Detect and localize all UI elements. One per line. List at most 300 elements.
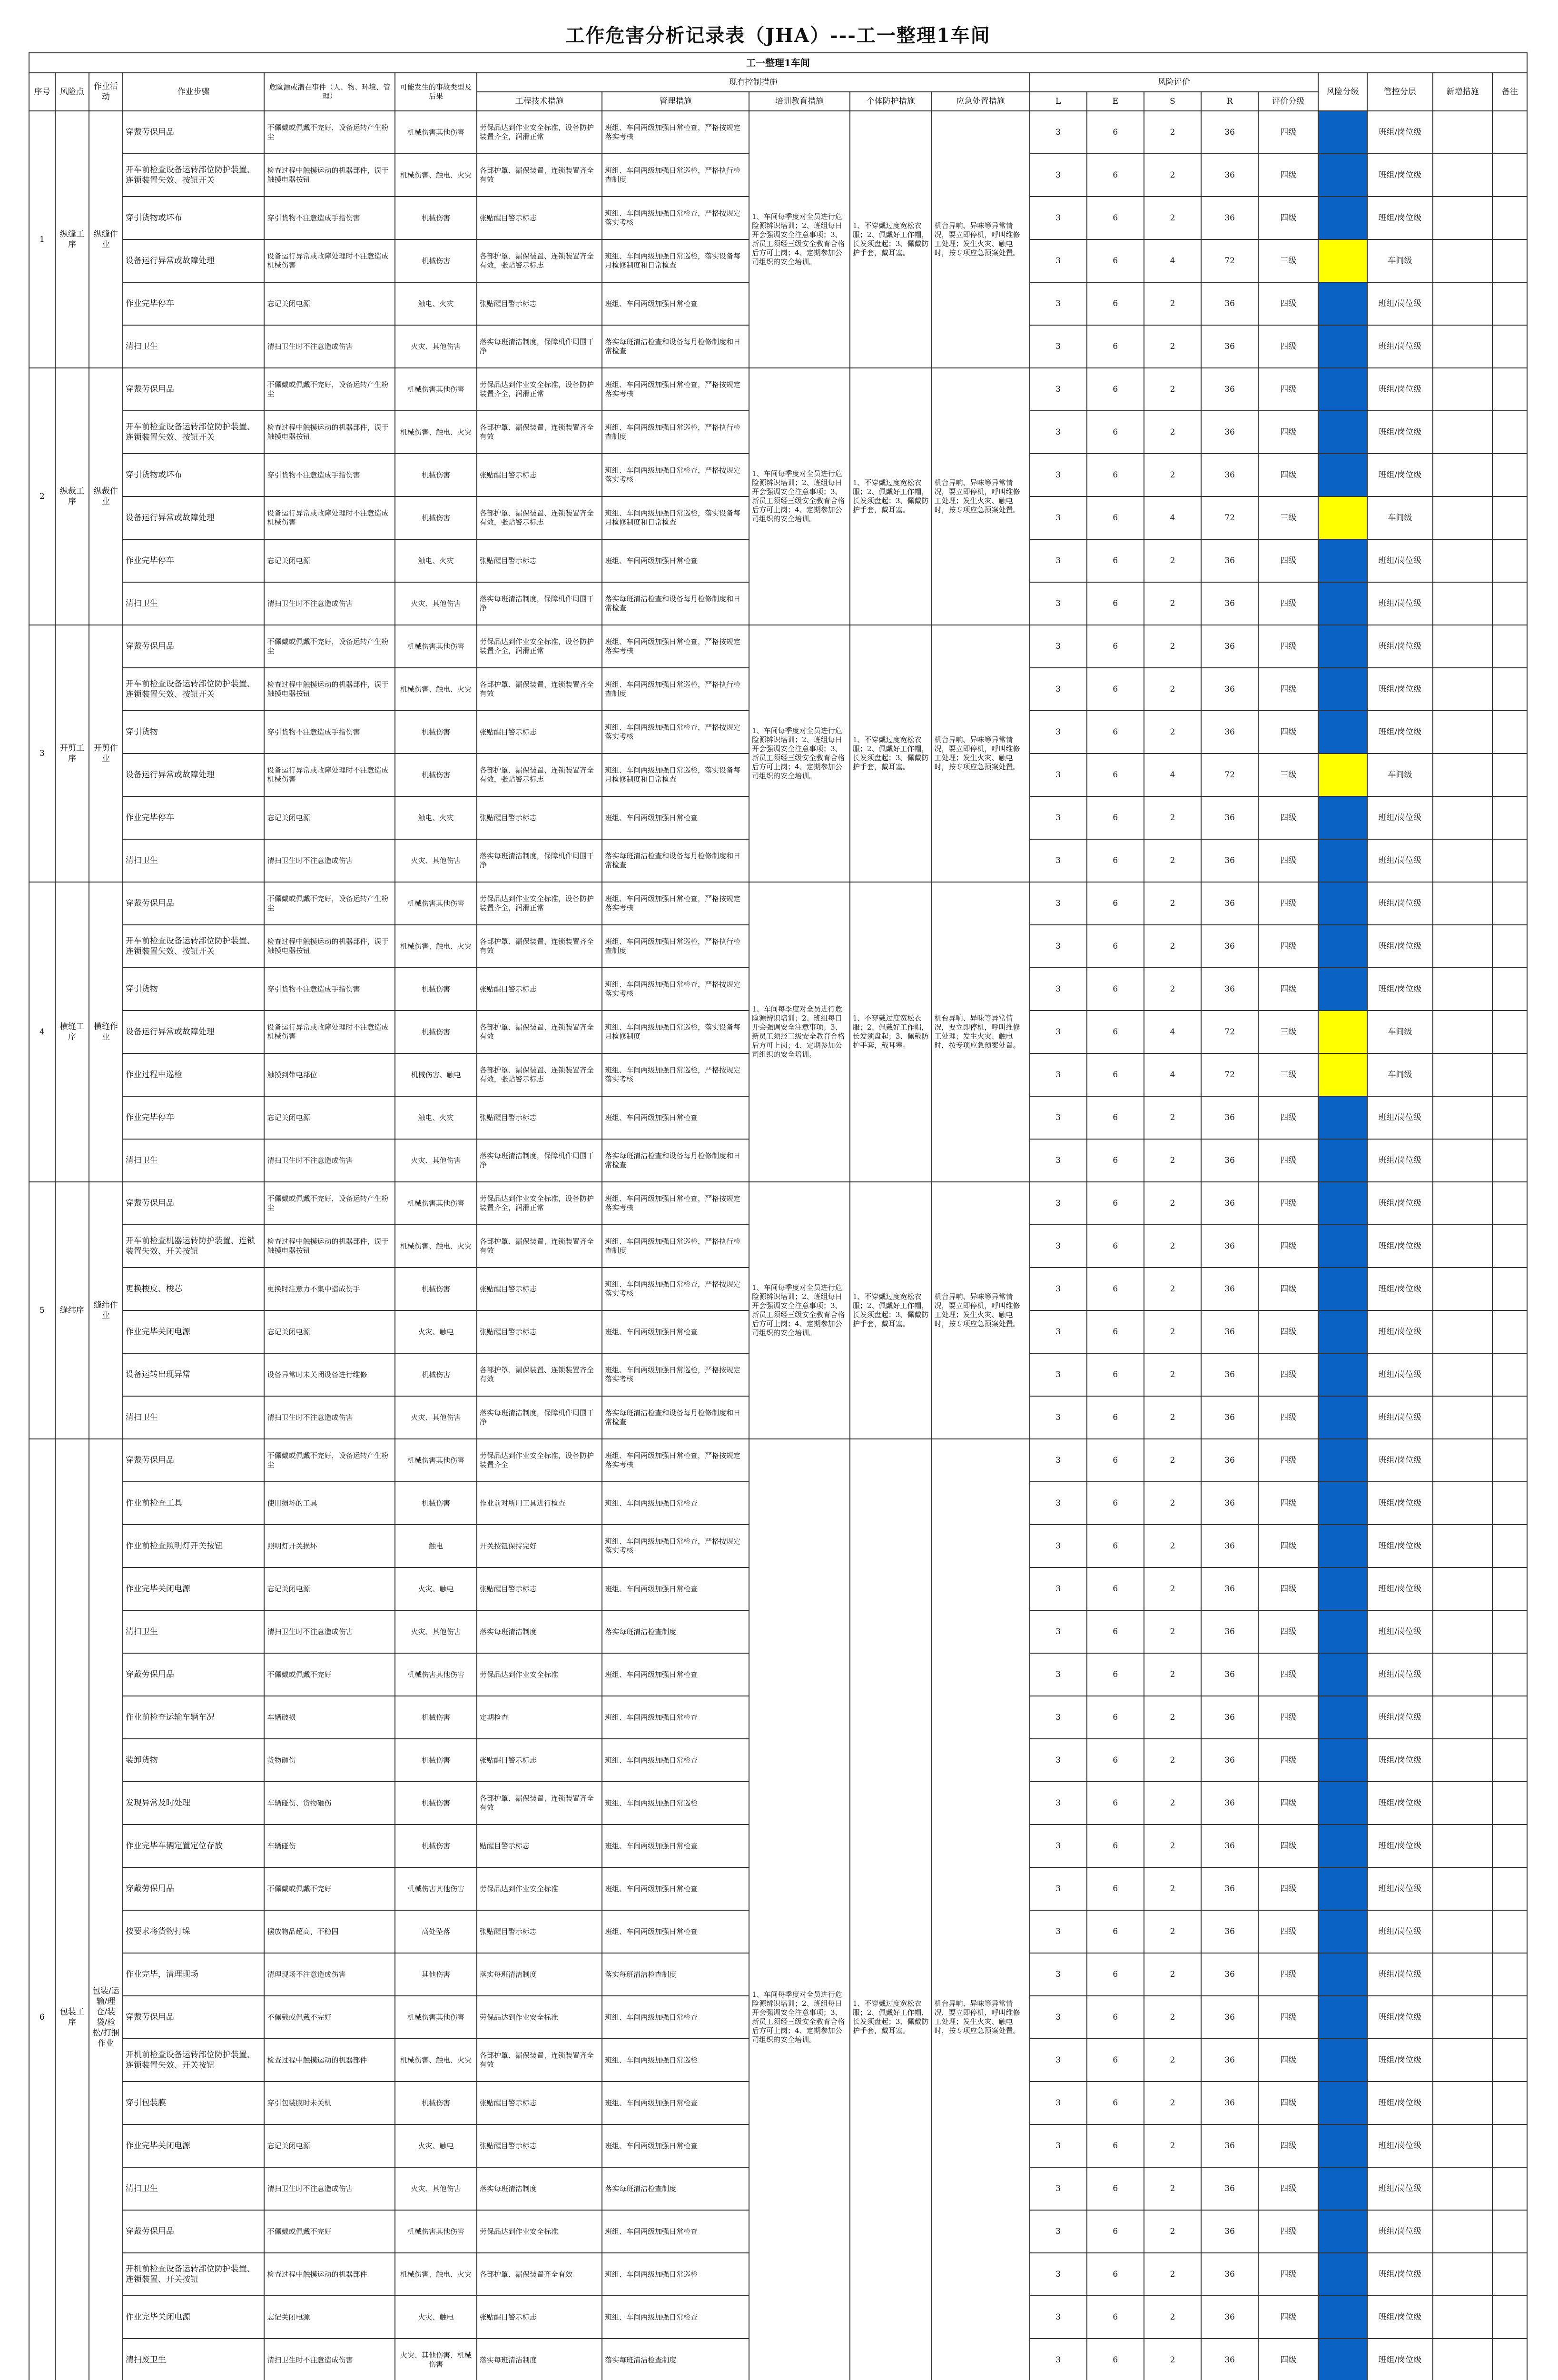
mgmt-cell: 班组、车间两级加强日常巡检，严格执行检查制度: [602, 411, 749, 454]
step-cell: 装卸货物: [123, 1739, 265, 1782]
note-cell: [1492, 1525, 1527, 1567]
ctrl-level-cell: 班组/岗位级: [1367, 1953, 1432, 1996]
ctrl-level-cell: 班组/岗位级: [1367, 1268, 1432, 1310]
R-cell: 36: [1201, 1782, 1258, 1825]
mgmt-cell: 班组、车间两级加强日常检查，严格按规定落实考核: [602, 111, 749, 154]
ctrl-level-cell: 班组/岗位级: [1367, 1610, 1432, 1653]
R-cell: 36: [1201, 1182, 1258, 1225]
mgmt-cell: 落实每班清洁检查和设备每月检修制度和日常检查: [602, 582, 749, 625]
eng-cell: 落实每班清洁制度: [477, 1953, 602, 1996]
step-cell: 穿戴劳保用品: [123, 1653, 265, 1696]
note-cell: [1492, 2210, 1527, 2253]
consequence-cell: 火灾、其他伤害: [395, 1610, 477, 1653]
new-measure-cell: [1433, 1867, 1493, 1910]
mgmt-cell: 班组、车间两级加强日常检查: [602, 1482, 749, 1525]
hazard-cell: 不佩戴或佩戴不完好: [264, 1653, 395, 1696]
R-cell: 36: [1201, 882, 1258, 925]
table-row: [29, 882, 1527, 925]
ctrl-level-cell: 班组/岗位级: [1367, 111, 1432, 154]
hazard-cell: 不佩戴或佩戴不完好: [264, 1867, 395, 1910]
consequence-cell: 触电、火灾: [395, 282, 477, 325]
ppe-cell: 1、不穿戴过度宽松衣服；2、佩戴好工作帽，长发须盘起；3、佩戴防护手套，戴耳塞。: [850, 882, 932, 1182]
note-cell: [1492, 2124, 1527, 2167]
hazard-cell: 忘记关闭电源: [264, 1310, 395, 1353]
ctrl-level-cell: 车间级: [1367, 754, 1432, 796]
hdr-eng: 工程技术措施: [477, 92, 602, 111]
L-cell: 3: [1030, 1953, 1087, 1996]
mgmt-cell: 落实每班清洁检查和设备每月检修制度和日常检查: [602, 1396, 749, 1439]
S-cell: 2: [1144, 1782, 1201, 1825]
E-cell: 6: [1087, 2296, 1144, 2339]
risk-level-color: [1318, 1739, 1367, 1782]
new-measure-cell: [1433, 1011, 1493, 1053]
jha-table: [29, 52, 1528, 2380]
new-measure-cell: [1433, 1139, 1493, 1182]
risk-level-color: [1318, 197, 1367, 239]
S-cell: 2: [1144, 1182, 1201, 1225]
step-cell: 开机前检查设备运转部位防护装置、连锁装置、开关按钮: [123, 2253, 265, 2296]
S-cell: 2: [1144, 411, 1201, 454]
E-cell: 6: [1087, 197, 1144, 239]
R-cell: 36: [1201, 2124, 1258, 2167]
hazard-cell: 不佩戴或佩戴不完好，设备运转产生粉尘: [264, 111, 395, 154]
header-row-1: [29, 73, 1527, 92]
eng-cell: 各部护罩、漏保装置、连锁装置齐全有效，张贴警示标志: [477, 1053, 602, 1096]
R-cell: 36: [1201, 539, 1258, 582]
eng-cell: 张贴醒目警示标志: [477, 197, 602, 239]
new-measure-cell: [1433, 1696, 1493, 1739]
activity-cell: 横缝作业: [89, 882, 123, 1182]
consequence-cell: 机械伤害: [395, 496, 477, 539]
eng-cell: 劳保品达到作业安全标准，设备防护装置齐全: [477, 1439, 602, 1482]
step-cell: 清扫卫生: [123, 325, 265, 368]
ctrl-level-cell: 班组/岗位级: [1367, 1482, 1432, 1525]
S-cell: 2: [1144, 1825, 1201, 1867]
grade-cell: 四级: [1258, 1310, 1318, 1353]
note-cell: [1492, 925, 1527, 968]
mgmt-cell: 班组、车间两级加强日常检查: [602, 1867, 749, 1910]
risk-level-color: [1318, 1953, 1367, 1996]
grade-cell: 四级: [1258, 668, 1318, 711]
ctrl-level-cell: 班组/岗位级: [1367, 154, 1432, 197]
L-cell: 3: [1030, 1439, 1087, 1482]
note-cell: [1492, 2082, 1527, 2124]
eng-cell: 落实每班清洁制度: [477, 2167, 602, 2210]
consequence-cell: 火灾、其他伤害: [395, 325, 477, 368]
eng-cell: 落实每班清洁制度，保障机件周围干净: [477, 1396, 602, 1439]
step-cell: 更换梭皮、梭芯: [123, 1268, 265, 1310]
ctrl-level-cell: 班组/岗位级: [1367, 925, 1432, 968]
consequence-cell: 触电、火灾: [395, 796, 477, 839]
R-cell: 36: [1201, 968, 1258, 1011]
grade-cell: 四级: [1258, 1268, 1318, 1310]
new-measure-cell: [1433, 368, 1493, 411]
step-cell: 清扫废卫生: [123, 2339, 265, 2380]
mgmt-cell: 班组、车间两级加强日常巡检，严格按规定落实考核: [602, 1353, 749, 1396]
risk-level-color: [1318, 1525, 1367, 1567]
hazard-cell: 忘记关闭电源: [264, 2296, 395, 2339]
step-cell: 清扫卫生: [123, 839, 265, 882]
consequence-cell: 火灾、触电: [395, 1567, 477, 1610]
eng-cell: 各部护罩、漏保装置齐全有效: [477, 2253, 602, 2296]
R-cell: 36: [1201, 796, 1258, 839]
R-cell: 36: [1201, 154, 1258, 197]
hazard-cell: 不佩戴或佩戴不完好，设备运转产生粉尘: [264, 1182, 395, 1225]
mgmt-cell: 落实每班清洁检查和设备每月检修制度和日常检查: [602, 325, 749, 368]
L-cell: 3: [1030, 1782, 1087, 1825]
ctrl-level-cell: 班组/岗位级: [1367, 2124, 1432, 2167]
risk-level-color: [1318, 111, 1367, 154]
table-row: [29, 111, 1527, 154]
ctrl-level-cell: 班组/岗位级: [1367, 1396, 1432, 1439]
grade-cell: 三级: [1258, 1053, 1318, 1096]
note-cell: [1492, 197, 1527, 239]
E-cell: 6: [1087, 1653, 1144, 1696]
hazard-cell: 清理现场不注意造成伤害: [264, 1953, 395, 1996]
consequence-cell: 火灾、其他伤害: [395, 1396, 477, 1439]
E-cell: 6: [1087, 1910, 1144, 1953]
L-cell: 3: [1030, 625, 1087, 668]
new-measure-cell: [1433, 882, 1493, 925]
hdr-E: E: [1087, 92, 1144, 111]
ctrl-level-cell: 班组/岗位级: [1367, 2210, 1432, 2253]
hazard-cell: 设备异常时未关闭设备进行维修: [264, 1353, 395, 1396]
note-cell: [1492, 1653, 1527, 1696]
hdr-level: 风险分级: [1318, 73, 1367, 111]
eng-cell: 各部护罩、漏保装置、连锁装置齐全有效: [477, 925, 602, 968]
grade-cell: 三级: [1258, 496, 1318, 539]
E-cell: 6: [1087, 2210, 1144, 2253]
L-cell: 3: [1030, 2296, 1087, 2339]
hazard-cell: 检查过程中触摸运动的机器部件: [264, 2253, 395, 2296]
note-cell: [1492, 282, 1527, 325]
risk-level-color: [1318, 2167, 1367, 2210]
grade-cell: 四级: [1258, 711, 1318, 754]
ctrl-level-cell: 班组/岗位级: [1367, 2253, 1432, 2296]
L-cell: 3: [1030, 668, 1087, 711]
risk-level-color: [1318, 411, 1367, 454]
ctrl-level-cell: 班组/岗位级: [1367, 197, 1432, 239]
consequence-cell: 火灾、触电: [395, 2124, 477, 2167]
eng-cell: 劳保品达到作业安全标准: [477, 1653, 602, 1696]
grade-cell: 四级: [1258, 2167, 1318, 2210]
risk-level-color: [1318, 1053, 1367, 1096]
mgmt-cell: 班组、车间两级加强日常检查: [602, 1096, 749, 1139]
E-cell: 6: [1087, 1696, 1144, 1739]
mgmt-cell: 班组、车间两级加强日常检查，严格按规定落实考核: [602, 454, 749, 496]
R-cell: 36: [1201, 1096, 1258, 1139]
L-cell: 3: [1030, 1525, 1087, 1567]
consequence-cell: 其他伤害: [395, 1953, 477, 1996]
mgmt-cell: 班组、车间两级加强日常检查，严格按规定落实考核: [602, 625, 749, 668]
grade-cell: 四级: [1258, 325, 1318, 368]
L-cell: 3: [1030, 796, 1087, 839]
risk-level-color: [1318, 796, 1367, 839]
risk-level-color: [1318, 1482, 1367, 1525]
L-cell: 3: [1030, 1482, 1087, 1525]
risk-point-cell: 横缝工序: [55, 882, 89, 1182]
consequence-cell: 机械伤害: [395, 2082, 477, 2124]
ctrl-level-cell: 车间级: [1367, 1053, 1432, 1096]
mgmt-cell: 班组、车间两级加强日常检查: [602, 282, 749, 325]
step-cell: 设备运行异常或故障处理: [123, 239, 265, 282]
mgmt-cell: 班组、车间两级加强日常检查: [602, 1653, 749, 1696]
new-measure-cell: [1433, 1910, 1493, 1953]
risk-level-color: [1318, 154, 1367, 197]
hazard-cell: 照明灯开关损坏: [264, 1525, 395, 1567]
R-cell: 36: [1201, 1653, 1258, 1696]
eng-cell: 张贴醒目警示标志: [477, 1096, 602, 1139]
new-measure-cell: [1433, 325, 1493, 368]
eng-cell: 张贴醒目警示标志: [477, 539, 602, 582]
consequence-cell: 机械伤害、触电、火灾: [395, 2253, 477, 2296]
R-cell: 36: [1201, 2167, 1258, 2210]
L-cell: 3: [1030, 882, 1087, 925]
S-cell: 2: [1144, 325, 1201, 368]
note-cell: [1492, 668, 1527, 711]
S-cell: 2: [1144, 1353, 1201, 1396]
risk-level-color: [1318, 1567, 1367, 1610]
R-cell: 36: [1201, 1610, 1258, 1653]
ctrl-level-cell: 班组/岗位级: [1367, 882, 1432, 925]
note-cell: [1492, 882, 1527, 925]
risk-level-color: [1318, 925, 1367, 968]
E-cell: 6: [1087, 1096, 1144, 1139]
note-cell: [1492, 325, 1527, 368]
mgmt-cell: 落实每班清洁检查和设备每月检修制度和日常检查: [602, 839, 749, 882]
note-cell: [1492, 539, 1527, 582]
ctrl-level-cell: 车间级: [1367, 496, 1432, 539]
note-cell: [1492, 1739, 1527, 1782]
ctrl-level-cell: 车间级: [1367, 1011, 1432, 1053]
train-cell: 1、车间每季度对全员进行危险源辨识培训；2、班组每日开会强调安全注意事项；3、新员工须经三级安全教育合格后方可上岗；4、定期参加公司组织的安全培训。: [749, 111, 850, 368]
L-cell: 3: [1030, 454, 1087, 496]
hdr-L: L: [1030, 92, 1087, 111]
R-cell: 36: [1201, 1567, 1258, 1610]
note-cell: [1492, 454, 1527, 496]
eng-cell: 张贴醒目警示标志: [477, 968, 602, 1011]
grade-cell: 四级: [1258, 2296, 1318, 2339]
new-measure-cell: [1433, 1396, 1493, 1439]
mgmt-cell: 班组、车间两级加强日常检查: [602, 2082, 749, 2124]
new-measure-cell: [1433, 968, 1493, 1011]
mgmt-cell: 班组、车间两级加强日常检查，严格按规定落实考核: [602, 1268, 749, 1310]
ctrl-level-cell: 班组/岗位级: [1367, 2082, 1432, 2124]
risk-level-color: [1318, 1310, 1367, 1353]
hazard-cell: 设备运行异常或故障处理时不注意造成机械伤害: [264, 754, 395, 796]
S-cell: 2: [1144, 1910, 1201, 1953]
L-cell: 3: [1030, 1268, 1087, 1310]
L-cell: 3: [1030, 1310, 1087, 1353]
hazard-cell: 设备运行异常或故障处理时不注意造成机械伤害: [264, 496, 395, 539]
L-cell: 3: [1030, 754, 1087, 796]
consequence-cell: 机械伤害、触电、火灾: [395, 668, 477, 711]
L-cell: 3: [1030, 1096, 1087, 1139]
grade-cell: 四级: [1258, 1610, 1318, 1653]
R-cell: 36: [1201, 711, 1258, 754]
R-cell: 36: [1201, 411, 1258, 454]
step-cell: 作业完毕停车: [123, 1096, 265, 1139]
new-measure-cell: [1433, 1996, 1493, 2039]
hdr-emerg: 应急处置措施: [932, 92, 1030, 111]
E-cell: 6: [1087, 796, 1144, 839]
S-cell: 2: [1144, 796, 1201, 839]
step-cell: 清扫卫生: [123, 2167, 265, 2210]
grade-cell: 四级: [1258, 1439, 1318, 1482]
E-cell: 6: [1087, 668, 1144, 711]
activity-cell: 纵裁作业: [89, 368, 123, 625]
new-measure-cell: [1433, 839, 1493, 882]
hazard-cell: 清扫卫生时不注意造成伤害: [264, 325, 395, 368]
risk-level-color: [1318, 2296, 1367, 2339]
eng-cell: 张贴醒目警示标志: [477, 2124, 602, 2167]
mgmt-cell: 班组、车间两级加强日常检查: [602, 1910, 749, 1953]
hazard-cell: 忘记关闭电源: [264, 1567, 395, 1610]
S-cell: 2: [1144, 197, 1201, 239]
consequence-cell: 机械伤害其他伤害: [395, 1867, 477, 1910]
risk-level-color: [1318, 1867, 1367, 1910]
risk-level-color: [1318, 2082, 1367, 2124]
mgmt-cell: 落实每班清洁检查制度: [602, 2339, 749, 2380]
note-cell: [1492, 496, 1527, 539]
grade-cell: 四级: [1258, 1996, 1318, 2039]
consequence-cell: 机械伤害: [395, 1696, 477, 1739]
step-cell: 开车前检查设备运转部位防护装置、连锁装置失效、按钮开关: [123, 154, 265, 197]
grade-cell: 四级: [1258, 282, 1318, 325]
train-cell: 1、车间每季度对全员进行危险源辨识培训；2、班组每日开会强调安全注意事项；3、新员工须经三级安全教育合格后方可上岗；4、定期参加公司组织的安全培训。: [749, 882, 850, 1182]
mgmt-cell: 落实每班清洁检查制度: [602, 1610, 749, 1653]
ctrl-level-cell: 班组/岗位级: [1367, 1439, 1432, 1482]
E-cell: 6: [1087, 839, 1144, 882]
risk-point-cell: 包装工序: [55, 1439, 89, 2380]
grade-cell: 四级: [1258, 1696, 1318, 1739]
eng-cell: 落实每班清洁制度，保障机件周围干净: [477, 325, 602, 368]
new-measure-cell: [1433, 111, 1493, 154]
mgmt-cell: 落实每班清洁检查制度: [602, 2167, 749, 2210]
ppe-cell: 1、不穿戴过度宽松衣服；2、佩戴好工作帽，长发须盘起；3、佩戴防护手套，戴耳塞。: [850, 1439, 932, 2380]
hdr-R: R: [1201, 92, 1258, 111]
E-cell: 6: [1087, 282, 1144, 325]
R-cell: 36: [1201, 111, 1258, 154]
S-cell: 2: [1144, 2210, 1201, 2253]
L-cell: 3: [1030, 1739, 1087, 1782]
R-cell: 36: [1201, 1439, 1258, 1482]
grade-cell: 四级: [1258, 411, 1318, 454]
R-cell: 36: [1201, 1310, 1258, 1353]
E-cell: 6: [1087, 1825, 1144, 1867]
hdr-step: 作业步骤: [123, 73, 265, 111]
R-cell: 36: [1201, 1953, 1258, 1996]
emerg-cell: 机台异响、异味等异常情况，要立即停机，呼叫维修工处理；发生火灾、触电时，按专项应急预案处置。: [932, 368, 1030, 625]
note-cell: [1492, 1011, 1527, 1053]
S-cell: 2: [1144, 2167, 1201, 2210]
new-measure-cell: [1433, 1782, 1493, 1825]
mgmt-cell: 班组、车间两级加强日常检查，严格按规定落实考核: [602, 1439, 749, 1482]
hazard-cell: 忘记关闭电源: [264, 539, 395, 582]
eng-cell: 各部护罩、漏保装置、连锁装置齐全有效: [477, 1353, 602, 1396]
new-measure-cell: [1433, 2210, 1493, 2253]
ctrl-level-cell: 班组/岗位级: [1367, 968, 1432, 1011]
eng-cell: 张贴醒目警示标志: [477, 1910, 602, 1953]
mgmt-cell: 班组、车间两级加强日常检查: [602, 539, 749, 582]
ppe-cell: 1、不穿戴过度宽松衣服；2、佩戴好工作帽，长发须盘起；3、佩戴防护手套，戴耳塞。: [850, 368, 932, 625]
hazard-cell: 穿引货物不注意造成手指伤害: [264, 454, 395, 496]
S-cell: 2: [1144, 282, 1201, 325]
new-measure-cell: [1433, 1096, 1493, 1139]
new-measure-cell: [1433, 154, 1493, 197]
eng-cell: 张贴醒目警示标志: [477, 282, 602, 325]
eng-cell: 落实每班清洁制度: [477, 2339, 602, 2380]
E-cell: 6: [1087, 1396, 1144, 1439]
risk-level-color: [1318, 1353, 1367, 1396]
E-cell: 6: [1087, 2339, 1144, 2380]
S-cell: 2: [1144, 1525, 1201, 1567]
ctrl-level-cell: 班组/岗位级: [1367, 1782, 1432, 1825]
L-cell: 3: [1030, 2039, 1087, 2082]
R-cell: 72: [1201, 754, 1258, 796]
L-cell: 3: [1030, 1867, 1087, 1910]
eng-cell: 各部护罩、漏保装置、连锁装置齐全有效: [477, 1225, 602, 1268]
hazard-cell: 不佩戴或佩戴不完好，设备运转产生粉尘: [264, 368, 395, 411]
hdr-S: S: [1144, 92, 1201, 111]
note-cell: [1492, 1439, 1527, 1482]
grade-cell: 四级: [1258, 1182, 1318, 1225]
ctrl-level-cell: 班组/岗位级: [1367, 1096, 1432, 1139]
ctrl-level-cell: 班组/岗位级: [1367, 1653, 1432, 1696]
E-cell: 6: [1087, 711, 1144, 754]
mgmt-cell: 班组、车间两级加强日常巡检: [602, 2253, 749, 2296]
hazard-cell: 货物砸伤: [264, 1739, 395, 1782]
E-cell: 6: [1087, 1567, 1144, 1610]
risk-level-color: [1318, 839, 1367, 882]
hazard-cell: 清扫卫生时不注意造成伤害: [264, 1396, 395, 1439]
hazard-cell: 忘记关闭电源: [264, 1096, 395, 1139]
mgmt-cell: 班组、车间两级加强日常检查: [602, 2210, 749, 2253]
grade-cell: 四级: [1258, 1739, 1318, 1782]
new-measure-cell: [1433, 197, 1493, 239]
consequence-cell: 机械伤害: [395, 1011, 477, 1053]
risk-level-color: [1318, 882, 1367, 925]
subtitle-row: [29, 53, 1527, 73]
note-cell: [1492, 1610, 1527, 1653]
risk-level-color: [1318, 2253, 1367, 2296]
consequence-cell: 机械伤害、触电: [395, 1053, 477, 1096]
emerg-cell: 机台异响、异味等异常情况，要立即停机，呼叫维修工处理；发生火灾、触电时，按专项应急预案处置。: [932, 625, 1030, 882]
new-measure-cell: [1433, 539, 1493, 582]
note-cell: [1492, 796, 1527, 839]
consequence-cell: 机械伤害、触电、火灾: [395, 925, 477, 968]
risk-level-color: [1318, 582, 1367, 625]
consequence-cell: 机械伤害其他伤害: [395, 1996, 477, 2039]
note-cell: [1492, 2253, 1527, 2296]
consequence-cell: 机械伤害、触电、火灾: [395, 1225, 477, 1268]
risk-level-color: [1318, 625, 1367, 668]
step-cell: 穿戴劳保用品: [123, 1996, 265, 2039]
R-cell: 36: [1201, 1696, 1258, 1739]
eng-cell: 定期检查: [477, 1696, 602, 1739]
R-cell: 36: [1201, 197, 1258, 239]
step-cell: 设备运行异常或故障处理: [123, 496, 265, 539]
step-cell: 按要求将货物打垛: [123, 1910, 265, 1953]
consequence-cell: 机械伤害其他伤害: [395, 1182, 477, 1225]
emerg-cell: 机台异响、异味等异常情况，要立即停机，呼叫维修工处理；发生火灾、触电时，按专项应急预案处置。: [932, 1182, 1030, 1439]
hdr-ppe: 个体防护措施: [850, 92, 932, 111]
R-cell: 36: [1201, 368, 1258, 411]
consequence-cell: 触电、火灾: [395, 539, 477, 582]
S-cell: 2: [1144, 2039, 1201, 2082]
eng-cell: 张贴醒目警示标志: [477, 1567, 602, 1610]
risk-level-color: [1318, 2039, 1367, 2082]
